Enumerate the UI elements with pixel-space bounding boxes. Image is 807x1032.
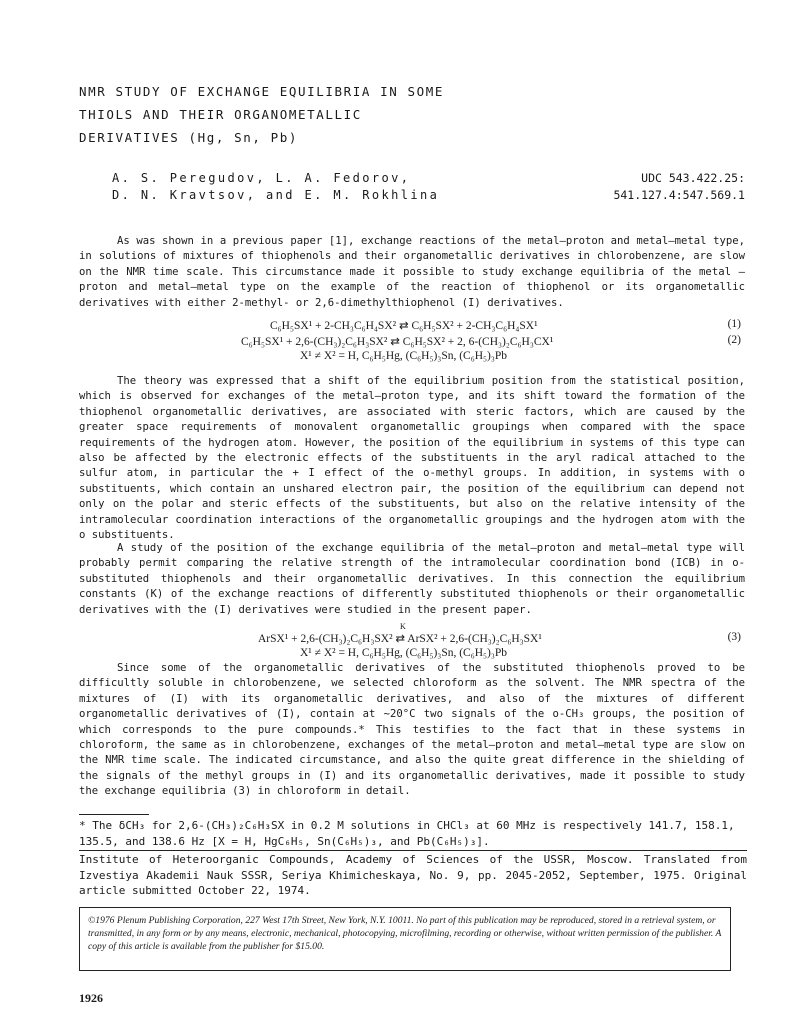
authors-line-2: D. N. Kravtsov, and E. M. Rokhlina bbox=[112, 188, 440, 202]
equation-3-number: (3) bbox=[727, 631, 741, 643]
equation-3-condition: X¹ ≠ X² = H, C₆H₅Hg, (C₆H₅)₃Sn, (C₆H₅)₃Pb bbox=[300, 647, 508, 659]
affiliation-note: Institute of Heteroorganic Compounds, Academy of Sciences of the USSR, Moscow. Translated from Izvestiya Akademii Nauk SSSR, Seriya Khimicheskaya, No. 9, pp. 2045-2052, September, 1975. Original article submitted October 22, 1974. bbox=[79, 853, 747, 897]
equation-1-number: (1) bbox=[727, 318, 741, 330]
title-line-2: THIOLS AND THEIR ORGANOMETALLIC bbox=[79, 107, 362, 122]
paragraph-3: A study of the position of the exchange equilibria of the metal—proton and metal—metal type will probably permit comparing the relative strength of the intramolecular coordination bond (ICB) in o-substituted thiophenols and their organometallic derivatives. In this connection the equilibrium constants (K) of the exchange reactions of differently substituted thiophenols or their organometallic derivatives with the (I) derivatives were studied in the present paper. bbox=[79, 542, 745, 616]
equation-3-k-label: K bbox=[400, 622, 406, 631]
udc-line-1: UDC 543.422.25: bbox=[641, 171, 745, 185]
copyright-box: ©1976 Plenum Publishing Corporation, 227 West 17th Street, New York, N.Y. 10011. No part of this publication may be reproduced, stored in a retrieval system, or transmitted, in any form or by any means, electronic, mechanical, photocopying, microfilming, recording or otherwise, without written permission of the publisher. A copy of this article is available from the publisher for $15.00. bbox=[79, 907, 731, 971]
authors-line-1: A. S. Peregudov, L. A. Fedorov, bbox=[112, 171, 411, 185]
equation-1: C₆H₅SX¹ + 2-CH₃C₆H₄SX² ⇄ C₆H₅SX² + 2-CH₃C₆H₄SX¹ bbox=[270, 320, 538, 332]
paragraph-1: As was shown in a previous paper [1], exchange reactions of the metal—proton and metal—metal type, in solutions of mixtures of thiophenols and their organometallic derivatives in chlorobenzene, are slow on the NMR time scale. This circumstance made it possible to study exchange equilibria of the metal —proton and metal—metal type on the example of the reaction of thiophenol or its organometallic derivatives with either 2-methyl- or 2,6-dimethylthiophenol (I) derivatives. bbox=[79, 235, 745, 309]
udc-line-2: 541.127.4:547.569.1 bbox=[613, 188, 745, 202]
title-line-1: NMR STUDY OF EXCHANGE EQUILIBRIA IN SOME bbox=[79, 84, 445, 99]
title-line-3: DERIVATIVES (Hg, Sn, Pb) bbox=[79, 130, 299, 145]
article-title bbox=[79, 80, 599, 149]
equation-2-condition: X¹ ≠ X² = H, C₆H₅Hg, (C₆H₅)₃Sn, (C₆H₅)₃Pb bbox=[300, 350, 508, 362]
footnote: * The δCH₃ for 2,6-(CH₃)₂C₆H₃SX in 0.2 M solutions in CHCl₃ at 60 MHz is respectively 141.7, 158.1, 135.5, and 138.6 Hz [X = H, HgC₆H₅, Sn(C₆H₅)₃, and Pb(C₆H₅)₃]. bbox=[79, 819, 735, 848]
affiliation-rule bbox=[79, 850, 747, 851]
paragraph-2: The theory was expressed that a shift of the equilibrium position from the statistical position, which is observed for exchanges of the metal—proton type, and its shift toward the formation of the thiophenol organometallic derivatives, are associated with steric factors, which are caused by the greater space requirements of monovalent organometallic groupings when compared with the space requirements of the hydrogen atom. However, the position of the equilibrium in systems of this type can also be affected by the electronic effects of the substituents in the aryl radical attached to the sulfur atom, in particular the + I effect of the o-methyl groups. In addition, in systems with o substituents, which contain an unshared electron pair, the position of the equilibrium can depend not only on the polar and steric effects of the substituents, but also on the relative intensity of the intramolecular coordination interactions of the organometallic groupings and the hydrogen atom with the o substituents. bbox=[79, 375, 745, 542]
footnote-rule bbox=[79, 814, 149, 815]
page-number: 1926 bbox=[79, 991, 103, 1005]
equation-2-number: (2) bbox=[727, 334, 741, 346]
udc-code bbox=[525, 170, 745, 204]
equation-3: ArSX¹ + 2,6-(CH₃)₂C₆H₃SX² ⇄ ArSX² + 2,6-(CH₃)₂C₆H₃SX¹ bbox=[258, 633, 542, 645]
author-list bbox=[112, 170, 492, 204]
paragraph-4: Since some of the organometallic derivatives of the substituted thiophenols proved to be difficultly soluble in chlorobenzene, we selected chloroform as the solvent. The NMR spectra of the mixtures of (I) with its organometallic derivatives, and also of the mixtures of different organometallic derivatives of (I), contain at ~20°C two signals of the o-CH₃ groups, the position of which corresponds to the pure compounds.* This testifies to the fact that in these systems in chloroform, the same as in chlorobenzene, exchanges of the metal—proton and metal—metal type are slow on the NMR time scale. The indicated circumstance, and also the quite great difference in the shielding of the signals of the methyl groups in (I) and its organometallic derivatives, made it possible to study the exchange equilibria (3) in chloroform in detail. bbox=[79, 662, 745, 798]
equation-2: C₆H₅SX¹ + 2,6-(CH₃)₂C₆H₃SX² ⇄ C₆H₅SX² + 2, 6-(CH₃)₂C₆H₃CX¹ bbox=[241, 336, 554, 348]
